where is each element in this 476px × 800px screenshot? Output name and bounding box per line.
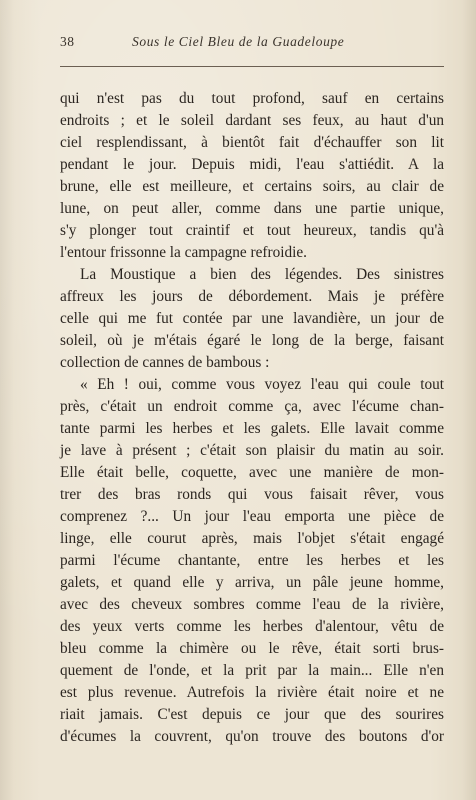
text-line: s'y plonger tout craintif et tout heureux, tandis qu'à: [60, 222, 444, 239]
text-line: ciel resplendissant, à bientôt fait d'échauffer son lit: [60, 134, 444, 151]
text-line: soleil, où je m'étais égaré le long de la berge, faisant: [60, 332, 444, 349]
text-line: brune, elle est meilleure, et certains soirs, au clair de: [60, 178, 444, 195]
paragraph-end-line: collection de cannes de bambous :: [60, 354, 270, 371]
text-line: est plus revenue. Autrefois la rivière était noire et ne: [60, 684, 444, 701]
text-line: d'écumes la couvrent, qu'on trouve des boutons d'or: [60, 728, 444, 745]
text-line: quement de l'onde, et la prit par la main... Elle n'en: [60, 662, 444, 679]
paragraph-start-line: La Moustique a bien des légendes. Des sinistres: [80, 266, 444, 283]
text-line: celle qui me fut contée par une lavandière, un jour de: [60, 310, 444, 327]
text-line: bleu comme la chimère ou le rêve, était sorti brus-: [60, 640, 444, 657]
text-line: je lave à présent ; c'était son plaisir du matin au soir.: [60, 442, 444, 459]
text-line: comprenez ?... Un jour l'eau emporta une pièce de: [60, 508, 444, 525]
text-line: tante parmi les herbes et les galets. Elle lavait comme: [60, 420, 444, 437]
paragraph-end-line: l'entour frissonne la campagne refroidie.: [60, 244, 307, 261]
text-line: affreux les jours de débordement. Mais je préfère: [60, 288, 444, 305]
text-line: riait jamais. C'est depuis ce jour que des sourires: [60, 706, 444, 723]
text-line: endroits ; et le soleil dardant ses feux, au haut d'un: [60, 112, 444, 129]
text-line: avec des cheveux sombres comme l'eau de la rivière,: [60, 596, 444, 613]
text-line: trer des bras ronds qui vous faisait rêver, vous: [60, 486, 444, 503]
text-line: près, c'était un endroit comme ça, avec l'écume chan-: [60, 398, 444, 415]
page-header: [60, 34, 444, 56]
header-rule: [60, 66, 444, 67]
text-line: pendant le jour. Depuis midi, l'eau s'attiédit. A la: [60, 156, 444, 173]
text-line: qui n'est pas du tout profond, sauf en certains: [60, 90, 444, 107]
text-line: des yeux verts comme les herbes d'alentour, vêtu de: [60, 618, 444, 635]
text-line: Elle était belle, coquette, avec une manière de mon-: [60, 464, 444, 481]
text-line: galets, et quand elle y arriva, un pâle jeune homme,: [60, 574, 444, 591]
body-text: [60, 88, 444, 748]
text-line: linge, elle courut après, mais l'objet s'était engagé: [60, 530, 444, 547]
text-line: parmi l'écume chantante, entre les herbes et les: [60, 552, 444, 569]
page-number: 38: [60, 34, 75, 49]
text-line: lune, on peut aller, comme dans une partie unique,: [60, 200, 444, 217]
running-title: Sous le Ciel Bleu de la Guadeloupe: [132, 34, 345, 49]
paragraph-start-line: « Eh ! oui, comme vous voyez l'eau qui coule tout: [80, 376, 444, 393]
